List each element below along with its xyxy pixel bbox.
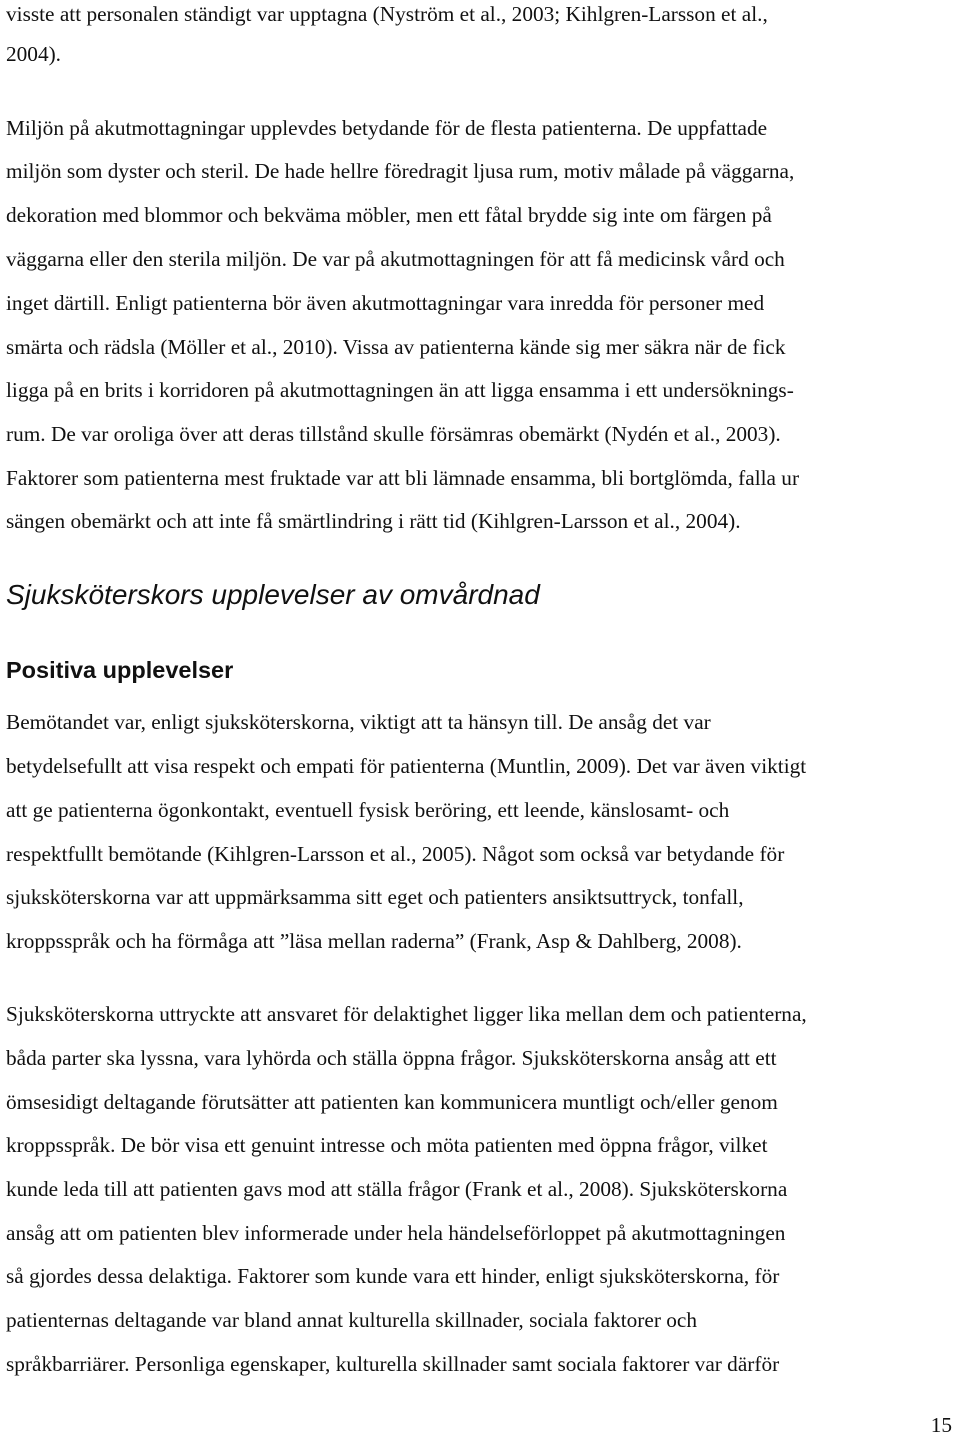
paragraph-3-line: Bemötandet var, enligt sjuksköterskorna, viktigt att ta hänsyn till. De ansåg det var	[6, 710, 711, 734]
paragraph-4-line: patienternas deltagande var bland annat kulturella skillnader, sociala faktorer och	[6, 1308, 698, 1332]
paragraph-4-line: språkbarriärer. Personliga egenskaper, kulturella skillnader samt sociala faktorer var därför	[6, 1352, 780, 1376]
paragraph-1-line: 2004).	[6, 42, 62, 66]
paragraph-3-line: kroppsspråk och ha förmåga att ”läsa mellan raderna” (Frank, Asp & Dahlberg, 2008).	[6, 929, 742, 953]
paragraph-3-line: respektfullt bemötande (Kihlgren-Larsson et al., 2005). Något som också var betydande för	[6, 842, 785, 866]
paragraph-2-line: smärta och rädsla (Möller et al., 2010). Vissa av patienterna kände sig mer säkra när de fick	[6, 335, 786, 359]
paragraph-2-line: ligga på en brits i korridoren på akutmottagningen än att ligga ensamma i ett undersöknings-	[6, 378, 794, 402]
page-number: 15	[930, 1413, 952, 1437]
paragraph-2-line: miljön som dyster och steril. De hade hellre föredragit ljusa rum, motiv målade på väggarna,	[6, 159, 795, 183]
paragraph-4-line: kunde leda till att patienten gavs mod att ställa frågor (Frank et al., 2008). Sjuksköterskorna	[6, 1177, 788, 1201]
paragraph-2-line: inget därtill. Enligt patienterna bör även akutmottagningar vara inredda för personer med	[6, 291, 765, 315]
paragraph-4-line: så gjordes dessa delaktiga. Faktorer som kunde vara ett hinder, enligt sjuksköterskorna, för	[6, 1264, 780, 1288]
paragraph-2-line: dekoration med blommor och bekväma möbler, men ett fåtal brydde sig inte om färgen på	[6, 203, 772, 227]
paragraph-2-line: väggarna eller den sterila miljön. De var på akutmottagningen för att få medicinsk vård och	[6, 247, 785, 271]
paragraph-4-line: ömsesidigt deltagande förutsätter att patienten kan kommunicera muntligt och/eller genom	[6, 1090, 778, 1114]
paragraph-4-line: kroppsspråk. De bör visa ett genuint intresse och möta patienten med öppna frågor, vilket	[6, 1133, 768, 1157]
paragraph-4-line: ansåg att om patienten blev informerade under hela händelseförloppet på akutmottagningen	[6, 1221, 786, 1245]
paragraph-4-line: båda parter ska lyssna, vara lyhörda och ställa öppna frågor. Sjuksköterskorna ansåg att ett	[6, 1046, 777, 1070]
paragraph-4-line: Sjuksköterskorna uttryckte att ansvaret för delaktighet ligger lika mellan dem och patienterna,	[6, 1002, 807, 1026]
paragraph-2-line: rum. De var oroliga över att deras tillstånd skulle försämras obemärkt (Nydén et al., 2003).	[6, 422, 781, 446]
paragraph-3-line: sjuksköterskorna var att uppmärksamma sitt eget och patienters ansiktsuttryck, tonfall,	[6, 885, 744, 909]
paragraph-2-line: Miljön på akutmottagningar upplevdes betydande för de flesta patienterna. De uppfattade	[6, 116, 768, 140]
paragraph-3-line: att ge patienterna ögonkontakt, eventuell fysisk beröring, ett leende, känslosamt- och	[6, 798, 730, 822]
paragraph-1-line: visste att personalen ständigt var upptagna (Nyström et al., 2003; Kihlgren-Larsson et al.,	[6, 2, 768, 26]
section-heading: Sjuksköterskors upplevelser av omvårdnad	[6, 579, 540, 610]
subsection-heading: Positiva upplevelser	[6, 657, 234, 683]
paragraph-3-line: betydelsefullt att visa respekt och empati för patienterna (Muntlin, 2009). Det var även viktigt	[6, 754, 807, 778]
paragraph-2-line: sängen obemärkt och att inte få smärtlindring i rätt tid (Kihlgren-Larsson et al., 2004).	[6, 509, 741, 533]
paragraph-2-line: Faktorer som patienterna mest fruktade var att bli lämnade ensamma, bli bortglömda, falla ur	[6, 466, 800, 490]
